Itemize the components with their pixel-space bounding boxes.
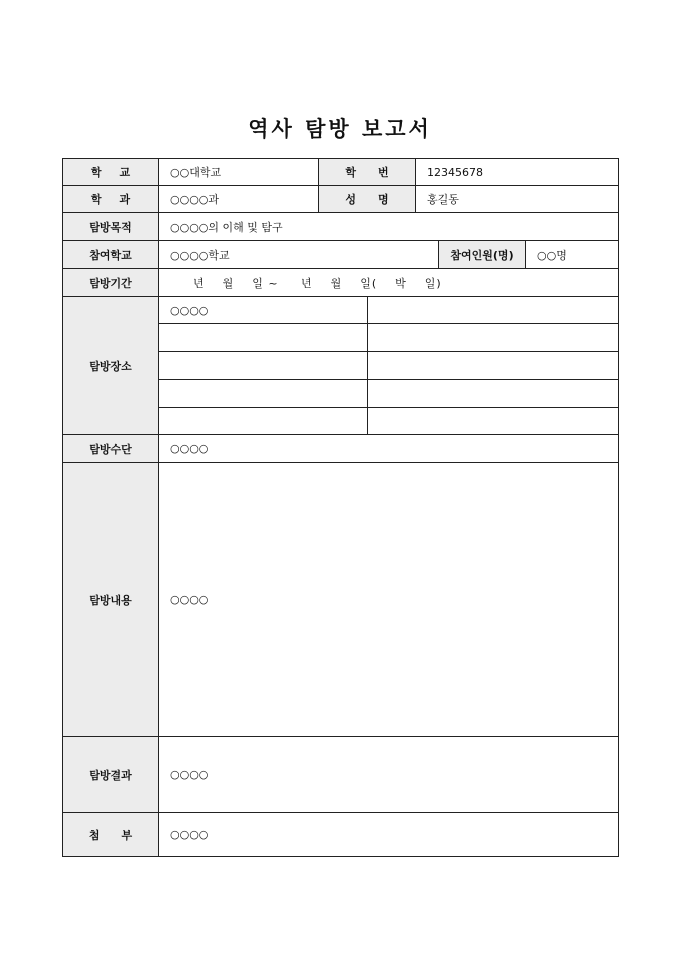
label-period: 탐방기간 bbox=[62, 268, 159, 297]
label-participating-school: 참여학교 bbox=[62, 240, 159, 269]
place-field-1[interactable]: ○○○○ bbox=[158, 296, 368, 324]
place-field-5[interactable] bbox=[158, 351, 368, 380]
label-attachment: 첨부 bbox=[62, 812, 159, 857]
school-field[interactable]: ○○대학교 bbox=[158, 158, 319, 186]
participating-school-field[interactable]: ○○○○학교 bbox=[158, 240, 439, 269]
label-student-id: 학번 bbox=[318, 158, 416, 186]
label-places: 탐방장소 bbox=[62, 296, 159, 435]
place-field-2[interactable] bbox=[367, 296, 619, 324]
place-field-9[interactable] bbox=[158, 407, 368, 435]
name-field[interactable]: 홍길동 bbox=[415, 185, 619, 213]
content-field[interactable]: ○○○○ bbox=[158, 462, 619, 737]
place-field-10[interactable] bbox=[367, 407, 619, 435]
attachment-field[interactable]: ○○○○ bbox=[158, 812, 619, 857]
period-field[interactable]: 년 월 일 ~ 년 월 일( 박 일) bbox=[158, 268, 619, 297]
label-purpose: 탐방목적 bbox=[62, 212, 159, 241]
label-result: 탐방결과 bbox=[62, 736, 159, 813]
label-means: 탐방수단 bbox=[62, 434, 159, 463]
label-school: 학교 bbox=[62, 158, 159, 186]
place-field-6[interactable] bbox=[367, 351, 619, 380]
page-title: 역사 탐방 보고서 bbox=[248, 117, 432, 141]
place-field-8[interactable] bbox=[367, 379, 619, 408]
student-id-field[interactable]: 12345678 bbox=[415, 158, 619, 186]
department-field[interactable]: ○○○○과 bbox=[158, 185, 319, 213]
place-field-3[interactable] bbox=[158, 323, 368, 352]
purpose-field[interactable]: ○○○○의 이해 및 탐구 bbox=[158, 212, 619, 241]
means-field[interactable]: ○○○○ bbox=[158, 434, 619, 463]
label-content: 탐방내용 bbox=[62, 462, 159, 737]
label-department: 학과 bbox=[62, 185, 159, 213]
place-field-7[interactable] bbox=[158, 379, 368, 408]
place-field-4[interactable] bbox=[367, 323, 619, 352]
participants-field[interactable]: ○○명 bbox=[525, 240, 619, 269]
label-name: 성명 bbox=[318, 185, 416, 213]
label-participants: 참여인원(명) bbox=[438, 240, 526, 269]
result-field[interactable]: ○○○○ bbox=[158, 736, 619, 813]
